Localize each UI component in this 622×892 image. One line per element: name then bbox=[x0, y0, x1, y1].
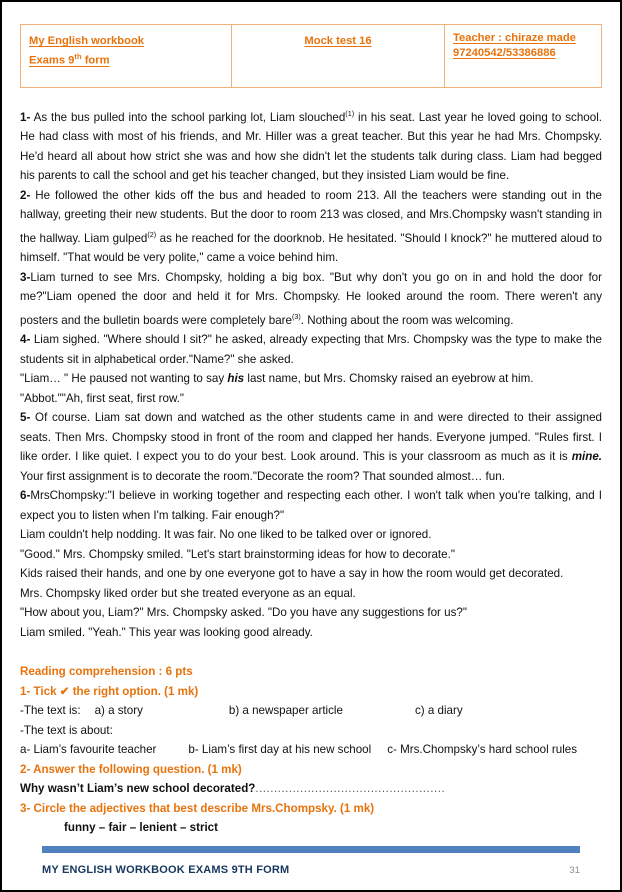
question-1b-options-row bbox=[20, 740, 602, 760]
paragraph-5-text-a: Of course. Liam sat down and watched as the other students came in and were directed to their assigned seats. Then Mrs. Chompsky stood in front of the room and clapped her hands. Everyone jumped. "Rules first. I like order. I like quiet. I expect you to do your best. Look around. This is your classroom as much as it is bbox=[20, 411, 602, 464]
section-title-reading-comprehension: Reading comprehension : 6 pts bbox=[20, 665, 193, 679]
table-row bbox=[21, 25, 602, 88]
exam-header-table bbox=[20, 24, 602, 88]
question-3-options[interactable]: funny – fair – lenient – strict bbox=[64, 821, 218, 835]
paragraph-3-text-a: Liam turned to see Mrs. Chompsky, holding a big box. "But why don't you go on in and hold the door for me?"Liam opened the door and held it for Mrs. Chompsky. He looked around the room. There weren't any posters and the bulletin boards were completely bare bbox=[20, 270, 602, 327]
page-content bbox=[2, 2, 620, 838]
paragraph-number-3: 3- bbox=[20, 270, 31, 284]
paragraph-number-2: 2- bbox=[20, 188, 31, 202]
question-1-option-c[interactable]: c) a diary bbox=[414, 704, 463, 718]
passage-paragraph-12: Liam smiled. "Yeah." This year was looking good already. bbox=[20, 625, 313, 639]
passage-paragraph-6 bbox=[20, 486, 602, 525]
footnote-marker-1: (1) bbox=[345, 109, 355, 118]
paragraph-1-text-a: As the bus pulled into the school parking lot, Liam slouched bbox=[30, 110, 346, 124]
footer-page-number: 31 bbox=[569, 865, 580, 876]
question-2-text: Why wasn’t Liam’s new school decorated? bbox=[20, 782, 256, 796]
reading-passage bbox=[20, 104, 602, 642]
question-1b-option-a[interactable]: a- Liam’s favourite teacher bbox=[20, 743, 157, 757]
question-1-title-pre: 1- Tick bbox=[20, 684, 60, 698]
question-3-title: 3- Circle the adjectives that best describe Mrs.Chompsky. (1 mk) bbox=[20, 801, 375, 815]
answer-line-dots[interactable]: ................................................... bbox=[255, 782, 446, 796]
header-workbook-form-post: form bbox=[81, 54, 110, 67]
paragraph-1-text-b: in his seat. Last year he loved going to school. He had class with most of his friends, and Mr. Hiller was a great teacher. But this year he had Mrs. Chompsky. He'd heard all about how strict she was and how she didn't let the students talk during class. Liam had begged his parents to call the school and get his teacher changed, but they insisted Liam would be fine. bbox=[20, 110, 602, 183]
header-cell-test bbox=[232, 25, 445, 88]
header-teacher-phone: 97240542/53386886 bbox=[453, 47, 556, 59]
footer-divider bbox=[42, 846, 580, 853]
header-workbook-form-pre: Exams 9 bbox=[29, 54, 75, 67]
footer-title: MY ENGLISH WORKBOOK EXAMS 9TH FORM bbox=[42, 864, 290, 876]
paragraph-4b-text-a: "Liam… " He paused not wanting to say bbox=[20, 372, 228, 386]
header-workbook-ordinal: th bbox=[74, 52, 82, 61]
passage-paragraph-11: "How about you, Liam?" Mrs. Chompsky asked. "Do you have any suggestions for us?" bbox=[20, 606, 467, 620]
paragraph-4b-text-b: last name, but Mrs. Chomsky raised an eyebrow at him. bbox=[244, 372, 534, 386]
question-1-stem: -The text is: bbox=[20, 704, 81, 718]
question-2-row bbox=[20, 779, 602, 799]
question-1-title bbox=[20, 682, 602, 702]
paragraph-number-1: 1- bbox=[20, 110, 31, 124]
passage-paragraph-7: Liam couldn't help nodding. It was fair. No one liked to be talked over or ignored. bbox=[20, 528, 432, 542]
passage-paragraph-9: Kids raised their hands, and one by one everyone got to have a say in how the room would get decorated. bbox=[20, 567, 564, 581]
passage-paragraph-2 bbox=[20, 186, 602, 268]
paragraph-number-5: 5- bbox=[20, 411, 31, 425]
passage-paragraph-8: "Good." Mrs. Chompsky smiled. "Let's start brainstorming ideas for how to decorate." bbox=[20, 547, 455, 561]
check-icon: ✔ bbox=[59, 684, 70, 698]
paragraph-6-text: MrsChompsky:"I believe in working together and respecting each other. I won't talk when you're talking, and I expect you to listen when I'm talking. Fair enough?" bbox=[20, 489, 602, 522]
header-test-title: Mock test 16 bbox=[304, 35, 372, 47]
footnote-marker-2: (2) bbox=[147, 229, 157, 239]
paragraph-number-4: 4- bbox=[20, 333, 31, 347]
header-cell-teacher bbox=[445, 25, 602, 88]
passage-paragraph-3 bbox=[20, 268, 602, 330]
question-3-options-row bbox=[20, 818, 602, 838]
header-workbook-line2 bbox=[29, 49, 223, 69]
passage-paragraph-4 bbox=[20, 330, 602, 369]
paragraph-3-text-b: . Nothing about the room was welcoming. bbox=[300, 313, 514, 327]
question-1-text-type-row bbox=[20, 701, 602, 721]
header-cell-workbook bbox=[21, 25, 232, 88]
paragraph-4b-emphasis: his bbox=[227, 372, 245, 386]
paragraph-5-text-b: Your first assignment is to decorate the room."Decorate the room? That sounded almost… fun. bbox=[20, 469, 505, 483]
footnote-marker-3: (3) bbox=[291, 311, 301, 321]
passage-paragraph-1 bbox=[20, 104, 602, 186]
paragraph-number-6: 6- bbox=[20, 489, 31, 503]
paragraph-5-emphasis: mine. bbox=[571, 450, 602, 464]
question-1-title-post: the right option. (1 mk) bbox=[69, 684, 199, 698]
passage-paragraph-4b bbox=[20, 369, 602, 389]
passage-paragraph-10: Mrs. Chompsky liked order but she treated everyone as an equal. bbox=[20, 586, 356, 600]
paragraph-2-text-a: He followed the other kids off the bus and headed to room 213. All the teachers were standing out in the hallway, greeting their new students. But the door to room 213 was closed, and Mrs.Chompsky wasn't standing in the hallway. Liam gulped bbox=[20, 188, 602, 245]
question-1b-stem: -The text is about: bbox=[20, 723, 113, 737]
question-1-option-a[interactable]: a) a story bbox=[94, 704, 143, 718]
passage-paragraph-4c: "Abbot.""Ah, first seat, first row." bbox=[20, 391, 185, 405]
page-footer bbox=[2, 846, 620, 876]
footer-row bbox=[42, 864, 580, 876]
header-workbook-line1: My English workbook bbox=[29, 35, 144, 47]
header-teacher-name: Teacher : chiraze made bbox=[453, 32, 576, 44]
questions-section bbox=[20, 662, 602, 838]
passage-paragraph-5 bbox=[20, 408, 602, 486]
question-1-option-b[interactable]: b) a newspaper article bbox=[228, 704, 343, 718]
paragraph-2-text-b: as he reached for the doorknob. He hesitated. "Should I knock?" he muttered aloud to himself. "That would be very polite," came a voice behind him. bbox=[20, 231, 602, 265]
question-1b-option-c[interactable]: c- Mrs.Chompsky’s hard school rules bbox=[387, 743, 578, 757]
question-1b-option-b[interactable]: b- Liam’s first day at his new school bbox=[188, 743, 372, 757]
paragraph-4-text: Liam sighed. "Where should I sit?" he asked, already expecting that Mrs. Chompsky was the type to make the students sit in alphabetical order."Name?" she asked. bbox=[20, 333, 602, 366]
question-2-title: 2- Answer the following question. (1 mk) bbox=[20, 762, 242, 776]
